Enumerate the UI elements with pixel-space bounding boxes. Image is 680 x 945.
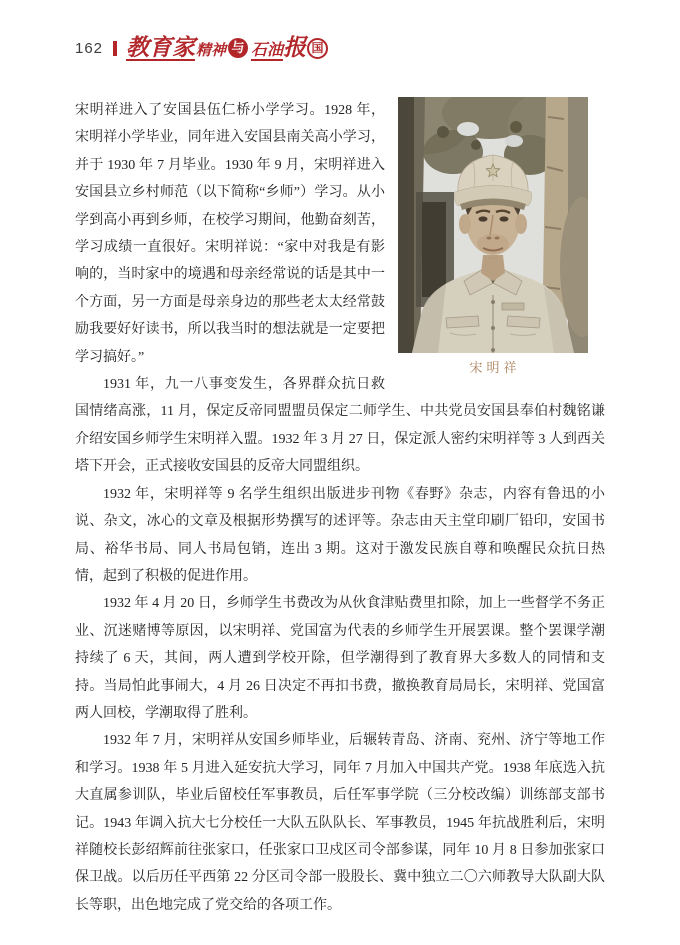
title-part-spirit: 精神: [196, 42, 227, 59]
header-separator-bar: [113, 41, 117, 56]
title-part-country: 国: [307, 38, 328, 59]
title-part-petroleum: 石油: [251, 41, 284, 59]
page-number: 162: [75, 39, 104, 57]
portrait-photo: [398, 97, 588, 353]
paragraph-1: 宋明祥进入了安国县伍仁桥小学学习。1928 年，宋明祥小学毕业，同年进入安国县南关高小学习，并于 1930 年 7 月毕业。1930 年 9 月，宋明祥进入安国县立乡村师范（以下简称“乡师”）学习。从小学到高小再到乡师，在校学习期间，他勤奋刻苦，学习成绩一直很好。宋明祥说：“家中对我是有影响的，当时家中的境遇和母亲经常说的话是其中一个方面，另一方面是母亲身边的那些老太太经常鼓励我要好好读书，所以我当时的想法就是一定要把学习搞好。”: [75, 103, 385, 365]
paragraph-4: 1932 年 4 月 20 日，乡师学生书费改为从伙食津贴费里扣除，加上一些督学不务正业、沉迷赌博等原因，以宋明祥、党国富为代表的乡师学生开展罢课。整个罢课学潮持续了 6 天，其间，两人遭到学校开除，但学潮得到了教育界大多数人的同情和支持。当局怕此事闹大，4 月 26 日决定不再扣书费，撤换教育局局长，宋明祥、党国富两人回校，学潮取得了胜利。: [75, 596, 605, 721]
book-title: [126, 36, 328, 61]
running-head: [75, 34, 605, 62]
paragraph-3: 1932 年，宋明祥等 9 名学生组织出版进步刊物《春野》杂志，内容有鲁迅的小说、杂文，冰心的文章及根据形势撰写的述评等。杂志由天主堂印刷厂铅印，安国书局、裕华书局、同人书局包销，连出 3 期。这对于激发民族自尊和唤醒民众抗日热情，起到了积极的促进作用。: [75, 486, 605, 584]
paragraph-2: 1931 年，九一八事变发生，各界群众抗日救国情绪高涨，11 月，保定反帝同盟盟员保定二师学生、中共党员安国县奉伯村魏铭谦介绍安国乡师学生宋明祥入盟。1932 年 3 月 27 日，保定派人密约宋明祥等 3 人到西关塔下开会，正式接收安国县的反帝大同盟组织。: [75, 377, 605, 475]
title-connector-circle: 与: [228, 38, 248, 58]
title-part-serve: 报: [283, 34, 307, 60]
portrait-figure: [398, 97, 588, 377]
article-text: [75, 97, 605, 919]
paragraph-5: 1932 年 7 月，宋明祥从安国乡师毕业，后辗转青岛、济南、兖州、济宁等地工作和学习。1938 年 5 月进入延安抗大学习，同年 7 月加入中国共产党。1938 年底选入抗大直属参训队，毕业后留校任军事教员，后任军事学院（三分校改编）训练部支部书记。1943 年调入抗大七分校任一大队五队队长、军事教员，1945 年抗战胜利后，宋明祥随校长彭绍辉前往张家口，任张家口卫戍区司令部参谋，同年 10 月 8 日参加张家口保卫战。以后历任平西第 22 分区司令部一股股长、冀中独立二〇六师教导大队副大队长等职，出色地完成了党交给的各项工作。: [75, 733, 605, 913]
title-part-educator: 教育家: [126, 34, 196, 60]
photo-caption: 宋明祥: [469, 360, 521, 375]
